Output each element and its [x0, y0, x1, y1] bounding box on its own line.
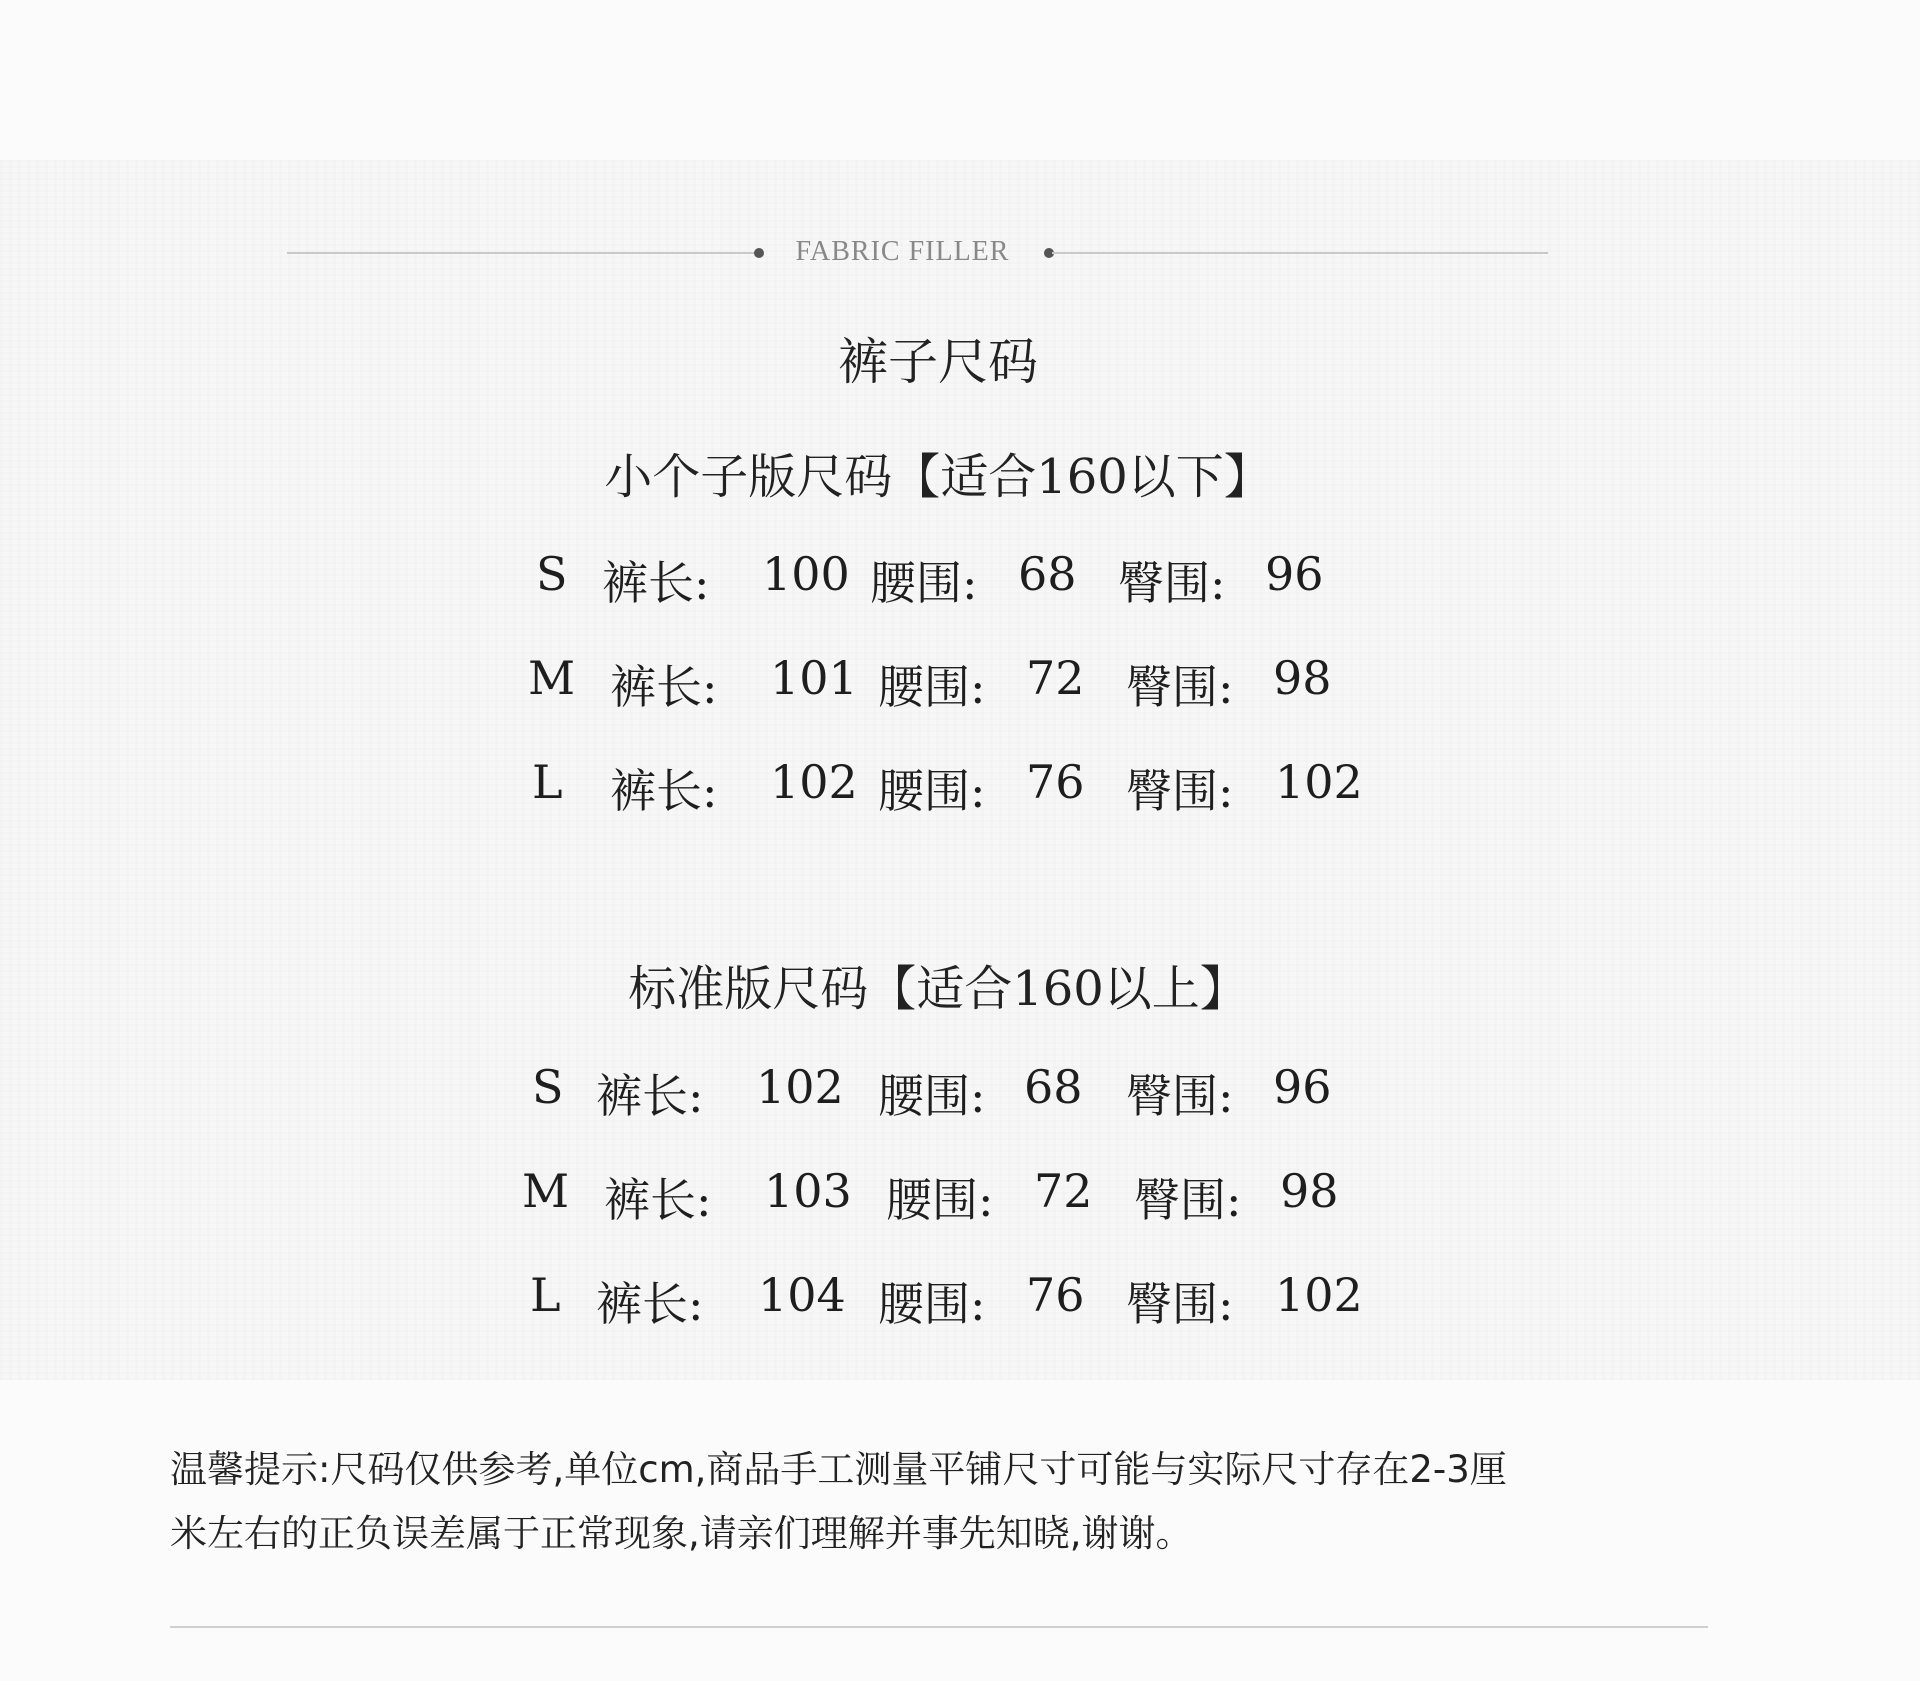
hip-label: 臀围:: [1126, 660, 1234, 714]
standard-size-row-m: [0, 1164, 1920, 1227]
standard-size-row-l: [0, 1268, 1920, 1331]
hip-value: 98: [1280, 1164, 1339, 1218]
length-label: 裤长:: [602, 556, 710, 610]
hip-value: 96: [1273, 1060, 1332, 1114]
waist-label: 腰围:: [878, 660, 986, 714]
hip-value: 98: [1273, 651, 1332, 705]
hip-value: 102: [1275, 755, 1363, 809]
length-value: 104: [758, 1268, 846, 1322]
length-label: 裤长:: [596, 1277, 704, 1331]
header-divider-left: [287, 252, 757, 254]
waist-label: 腰围:: [878, 1277, 986, 1331]
hip-label: 臀围:: [1126, 1277, 1234, 1331]
waist-label: 腰围:: [886, 1173, 994, 1227]
size-label: M: [528, 651, 576, 705]
header-label: FABRIC FILLER: [795, 236, 1010, 267]
length-value: 101: [770, 651, 858, 705]
length-label: 裤长:: [610, 660, 718, 714]
sizing-note-line-1: 温馨提示:尺码仅供参考,单位cm,商品手工测量平铺尺寸可能与实际尺寸存在2-3厘: [170, 1448, 1507, 1491]
length-label: 裤长:: [604, 1173, 712, 1227]
waist-value: 76: [1026, 1268, 1085, 1322]
standard-size-heading: 标准版尺码【适合160以上】: [628, 961, 1248, 1017]
hip-value: 102: [1275, 1268, 1363, 1322]
size-label: L: [532, 755, 563, 809]
header-dot-left: [754, 248, 764, 258]
size-label: S: [532, 1060, 564, 1114]
waist-value: 72: [1034, 1164, 1093, 1218]
waist-label: 腰围:: [878, 1069, 986, 1123]
standard-size-row-s: [0, 1060, 1920, 1123]
petite-size-row-s: [0, 547, 1920, 610]
size-label: L: [530, 1268, 561, 1322]
length-label: 裤长:: [610, 764, 718, 818]
header-divider-right: [1052, 252, 1548, 254]
length-value: 100: [762, 547, 850, 601]
hip-label: 臀围:: [1118, 556, 1226, 610]
waist-label: 腰围:: [878, 764, 986, 818]
page-title: 裤子尺码: [838, 333, 1038, 391]
hip-value: 96: [1265, 547, 1324, 601]
hip-label: 臀围:: [1126, 764, 1234, 818]
length-value: 102: [770, 755, 858, 809]
waist-value: 76: [1026, 755, 1085, 809]
hip-label: 臀围:: [1126, 1069, 1234, 1123]
waist-value: 68: [1018, 547, 1077, 601]
length-label: 裤长:: [596, 1069, 704, 1123]
length-value: 103: [764, 1164, 852, 1218]
petite-size-heading: 小个子版尺码【适合160以下】: [604, 449, 1272, 505]
length-value: 102: [756, 1060, 844, 1114]
waist-value: 72: [1026, 651, 1085, 705]
petite-size-row-m: [0, 651, 1920, 714]
footer-divider: [170, 1626, 1708, 1628]
size-label: M: [522, 1164, 570, 1218]
waist-label: 腰围:: [870, 556, 978, 610]
sizing-note: [170, 1438, 1730, 1566]
sizing-note-line-2: 米左右的正负误差属于正常现象,请亲们理解并事先知晓,谢谢。: [170, 1512, 1193, 1555]
hip-label: 臀围:: [1134, 1173, 1242, 1227]
size-label: S: [536, 547, 568, 601]
waist-value: 68: [1024, 1060, 1083, 1114]
petite-size-row-l: [0, 755, 1920, 818]
